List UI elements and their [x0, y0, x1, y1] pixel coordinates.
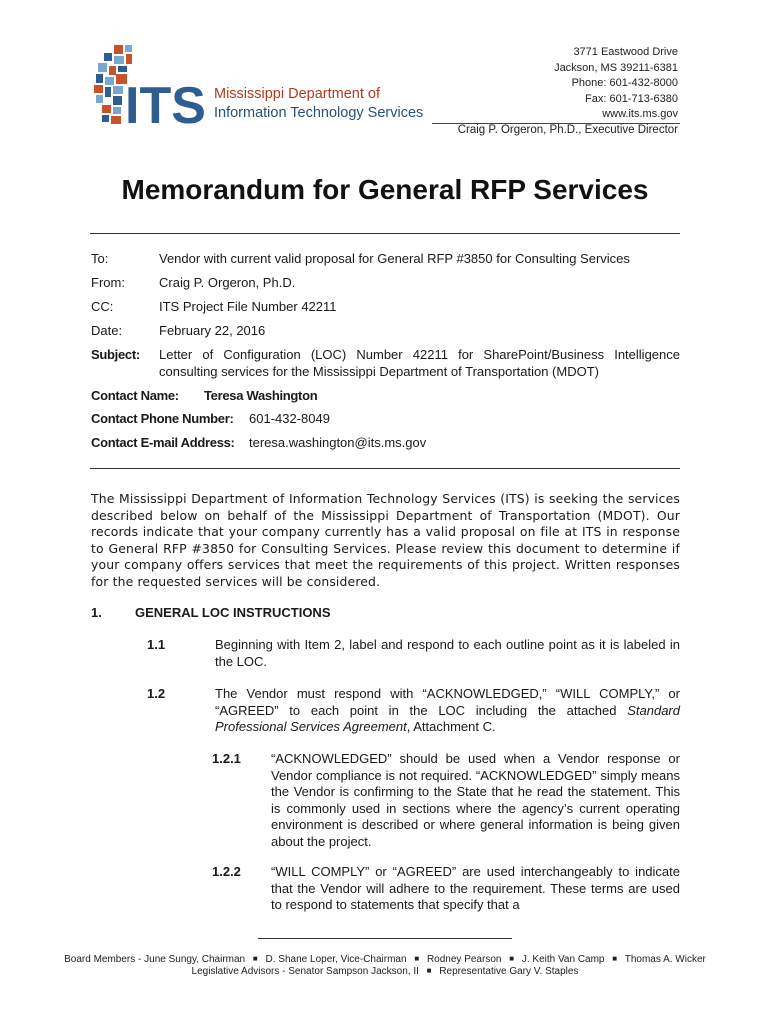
address-city: Jackson, MS 39211-6381 — [554, 61, 678, 74]
executive-director: Craig P. Orgeron, Ph.D., Executive Director — [457, 124, 678, 136]
to-value: Vendor with current valid proposal for General RFP #3850 for Consulting Services — [159, 251, 630, 266]
item-1-2-text-italic: Standard Professional Services Agreement — [215, 702, 680, 734]
memo-rule — [90, 468, 680, 469]
contact-name-value: Teresa Washington — [204, 388, 318, 403]
address-block — [554, 45, 678, 123]
board-member: J. Keith Van Camp — [521, 954, 605, 965]
address-street: 3771 Eastwood Drive — [573, 46, 678, 58]
org-name-line1: Mississippi Department of — [214, 86, 380, 102]
title-rule — [90, 233, 680, 234]
board-member: Thomas A. Wicker — [624, 954, 706, 965]
contact-email-label: Contact E-mail Address: — [91, 435, 235, 450]
footer-board-members — [0, 954, 770, 965]
cc-label: CC: — [91, 299, 114, 314]
date-label: Date: — [91, 323, 123, 338]
bullet-icon: ■ — [612, 954, 618, 963]
bullet-icon: ■ — [252, 954, 258, 963]
address-fax: Fax: 601-713-6380 — [585, 92, 678, 105]
item-1-1-text: Beginning with Item 2, label and respond to each outline point as it is labeled in the LOC. — [215, 637, 680, 669]
contact-phone-value: 601-432-8049 — [249, 411, 330, 426]
item-1-2-1-number: 1.2.1 — [212, 751, 241, 766]
date-value: February 22, 2016 — [159, 323, 266, 338]
section-1-number: 1. — [91, 605, 102, 620]
item-1-2-text-post: , Attachment C. — [406, 719, 496, 734]
item-1-2-text — [215, 686, 680, 736]
item-1-1-number: 1.1 — [147, 637, 166, 652]
item-1-2-1-text: “ACKNOWLEDGED” should be used when a Vendor response or Vendor compliance is not required. “ACKNOWLEDGED” simply means the Vendor is confirming to the State that he read the statement. This is commonly used in sections where the agency’s current operating environment is described or where general information is being given about the project. — [271, 751, 680, 849]
bullet-icon: ■ — [509, 954, 515, 963]
advisor-senator: Legislative Advisors - Senator Sampson Jackson, II — [191, 966, 419, 977]
to-label: To: — [91, 251, 109, 266]
contact-name-label: Contact Name: — [91, 388, 179, 403]
subject-label: Subject: — [91, 347, 140, 362]
item-1-2-2-text: “WILL COMPLY” or “AGREED” are used interchangeably to indicate that the Vendor will adhere to the requirement. These terms are used to respond to statements that specify that a — [271, 864, 680, 912]
org-name-line2: Information Technology Services — [214, 105, 424, 121]
address-website[interactable]: www.its.ms.gov — [602, 108, 678, 120]
cc-value: ITS Project File Number 42211 — [159, 299, 337, 314]
from-value: Craig P. Orgeron, Ph.D. — [159, 275, 296, 290]
advisor-representative: Representative Gary V. Staples — [439, 966, 579, 977]
bullet-icon: ■ — [414, 954, 420, 963]
address-phone: Phone: 601-432-8000 — [571, 77, 678, 89]
board-member: Rodney Pearson — [426, 954, 502, 965]
item-1-2-text-pre: The Vendor must respond with “ACKNOWLEDGED,” “WILL COMPLY,” or “AGREED” to each point in the LOC including the attached — [215, 686, 680, 718]
page-title: Memorandum for General RFP Services — [121, 174, 649, 205]
logo-its-text: ITS — [125, 77, 206, 127]
footer-divider — [258, 938, 512, 939]
bullet-icon: ■ — [426, 966, 432, 975]
its-logo — [92, 43, 212, 127]
board-vice-chair: D. Shane Loper, Vice-Chairman — [265, 954, 407, 965]
contact-phone-label: Contact Phone Number: — [91, 411, 234, 426]
intro-paragraph: The Mississippi Department of Information Technology Services (ITS) is seeking the services described below on behalf of the Mississippi Department of Transportation (MDOT). Our records indicate that your company currently has a valid proposal on file at ITS in response to General RFP #3850 for Consulting Services. Please review this document to determine if your company offers services that meet the requirements of this project. Written responses for the requested services will be considered. — [91, 491, 680, 589]
contact-email-value[interactable]: teresa.washington@its.ms.gov — [249, 435, 427, 450]
footer-legislative-advisors — [0, 966, 770, 977]
section-1-title: GENERAL LOC INSTRUCTIONS — [135, 605, 331, 620]
from-label: From: — [91, 275, 125, 290]
subject-value: Letter of Configuration (LOC) Number 42211 for SharePoint/Business Intelligence consulting services for the Mississippi Department of Transportation (MDOT) — [159, 347, 680, 379]
item-1-2-number: 1.2 — [147, 686, 166, 701]
item-1-2-2-number: 1.2.2 — [212, 864, 241, 879]
board-chair: Board Members - June Sungy, Chairman — [64, 954, 246, 965]
